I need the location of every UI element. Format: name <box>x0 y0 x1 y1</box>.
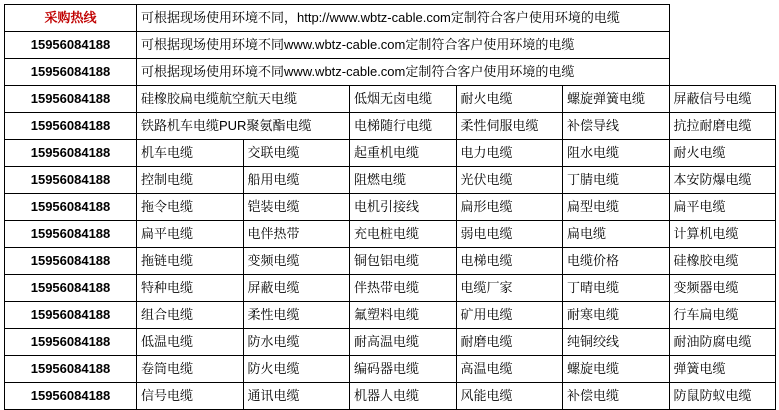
hotline-phone: 15956084188 <box>5 275 137 302</box>
product-cell: 柔性电缆 <box>243 302 350 329</box>
hotline-phone: 15956084188 <box>5 383 137 410</box>
product-cell: 起重机电缆 <box>350 140 457 167</box>
product-cell: 阻水电缆 <box>563 140 670 167</box>
product-cell: 交联电缆 <box>243 140 350 167</box>
product-cell: 阻燃电缆 <box>350 167 457 194</box>
product-cell: 扁平电缆 <box>669 194 776 221</box>
product-cell: 高温电缆 <box>456 356 563 383</box>
table-row <box>5 113 776 140</box>
table-row <box>5 59 776 86</box>
product-cell: 耐火电缆 <box>456 86 563 113</box>
product-cell: 伴热带电缆 <box>350 275 457 302</box>
product-cell: 铠装电缆 <box>243 194 350 221</box>
product-cell: 行车扁电缆 <box>669 302 776 329</box>
purchase-hotline-label: 采购热线 <box>5 5 137 32</box>
table-row <box>5 329 776 356</box>
product-cell: 丁晴电缆 <box>563 275 670 302</box>
product-cell: 电缆厂家 <box>456 275 563 302</box>
table-row <box>5 167 776 194</box>
hotline-phone: 15956084188 <box>5 194 137 221</box>
product-cell: 信号电缆 <box>137 383 244 410</box>
product-cell: 丁腈电缆 <box>563 167 670 194</box>
product-cell: 矿用电缆 <box>456 302 563 329</box>
product-cell: 拖链电缆 <box>137 248 244 275</box>
hotline-phone: 15956084188 <box>5 167 137 194</box>
product-cell: 补偿电缆 <box>563 383 670 410</box>
product-cell: 扁电缆 <box>563 221 670 248</box>
product-cell: 氟塑料电缆 <box>350 302 457 329</box>
product-cell: 电伴热带 <box>243 221 350 248</box>
product-cell: 扁形电缆 <box>456 194 563 221</box>
product-cell: 耐火电缆 <box>669 140 776 167</box>
product-cell: 变频器电缆 <box>669 275 776 302</box>
product-cell: 抗拉耐磨电缆 <box>669 113 776 140</box>
table-row <box>5 302 776 329</box>
product-cell: 电梯电缆 <box>456 248 563 275</box>
table-row <box>5 275 776 302</box>
table-row <box>5 248 776 275</box>
product-cell: 耐磨电缆 <box>456 329 563 356</box>
product-cell: 特种电缆 <box>137 275 244 302</box>
product-cell: 低温电缆 <box>137 329 244 356</box>
product-cell: 扁平电缆 <box>137 221 244 248</box>
product-cell: 弱电电缆 <box>456 221 563 248</box>
product-cell: 变频电缆 <box>243 248 350 275</box>
product-cell: 防鼠防蚁电缆 <box>669 383 776 410</box>
product-cell: 耐寒电缆 <box>563 302 670 329</box>
product-cell: 铁路机车电缆PUR聚氨酯电缆 <box>137 113 350 140</box>
table-row <box>5 194 776 221</box>
product-cell: 硅橡胶电缆 <box>669 248 776 275</box>
product-cell: 电力电缆 <box>456 140 563 167</box>
table-row-header <box>5 5 776 32</box>
product-cell: 船用电缆 <box>243 167 350 194</box>
hotline-phone: 15956084188 <box>5 356 137 383</box>
table-row <box>5 32 776 59</box>
product-cell: 组合电缆 <box>137 302 244 329</box>
banner-text-2: 可根据现场使用环境不同www.wbtz-cable.com定制符合客户使用环境的电缆 <box>137 59 670 86</box>
banner-text-1: 可根据现场使用环境不同www.wbtz-cable.com定制符合客户使用环境的电缆 <box>137 32 670 59</box>
product-cell: 螺旋电缆 <box>563 356 670 383</box>
product-cell: 屏蔽电缆 <box>243 275 350 302</box>
product-cell: 硅橡胶扁电缆航空航天电缆 <box>137 86 350 113</box>
table-row <box>5 383 776 410</box>
product-cell: 光伏电缆 <box>456 167 563 194</box>
product-cell: 编码器电缆 <box>350 356 457 383</box>
hotline-phone: 15956084188 <box>5 140 137 167</box>
product-cell: 防水电缆 <box>243 329 350 356</box>
table-row <box>5 356 776 383</box>
product-cell: 耐高温电缆 <box>350 329 457 356</box>
product-cell: 电梯随行电缆 <box>350 113 457 140</box>
product-cell: 防火电缆 <box>243 356 350 383</box>
product-cell: 机器人电缆 <box>350 383 457 410</box>
hotline-phone: 15956084188 <box>5 32 137 59</box>
hotline-phone: 15956084188 <box>5 248 137 275</box>
product-cell: 纯铜绞线 <box>563 329 670 356</box>
product-cell: 通讯电缆 <box>243 383 350 410</box>
table-row <box>5 86 776 113</box>
product-cell: 扁型电缆 <box>563 194 670 221</box>
hotline-phone: 15956084188 <box>5 302 137 329</box>
product-cell: 耐油防腐电缆 <box>669 329 776 356</box>
product-cell: 本安防爆电缆 <box>669 167 776 194</box>
product-cell: 计算机电缆 <box>669 221 776 248</box>
product-cell: 电机引接线 <box>350 194 457 221</box>
product-cell: 柔性伺服电缆 <box>456 113 563 140</box>
product-cell: 铜包铝电缆 <box>350 248 457 275</box>
product-cell: 低烟无卤电缆 <box>350 86 457 113</box>
hotline-phone: 15956084188 <box>5 59 137 86</box>
product-cell: 充电桩电缆 <box>350 221 457 248</box>
product-cell: 拖令电缆 <box>137 194 244 221</box>
hotline-phone: 15956084188 <box>5 113 137 140</box>
table-row <box>5 221 776 248</box>
product-cell: 屏蔽信号电缆 <box>669 86 776 113</box>
hotline-phone: 15956084188 <box>5 221 137 248</box>
hotline-phone: 15956084188 <box>5 86 137 113</box>
banner-text-0: 可根据现场使用环境不同，http://www.wbtz-cable.com定制符合客户使用环境的电缆 <box>137 5 670 32</box>
product-cell: 补偿导线 <box>563 113 670 140</box>
table-row <box>5 140 776 167</box>
product-cell: 弹簧电缆 <box>669 356 776 383</box>
product-cell: 电缆价格 <box>563 248 670 275</box>
product-cell: 螺旋弹簧电缆 <box>563 86 670 113</box>
product-cell: 卷筒电缆 <box>137 356 244 383</box>
product-cell: 风能电缆 <box>456 383 563 410</box>
cable-products-table <box>4 4 776 410</box>
hotline-phone: 15956084188 <box>5 329 137 356</box>
table-body <box>5 5 776 410</box>
product-cell: 机车电缆 <box>137 140 244 167</box>
product-cell: 控制电缆 <box>137 167 244 194</box>
